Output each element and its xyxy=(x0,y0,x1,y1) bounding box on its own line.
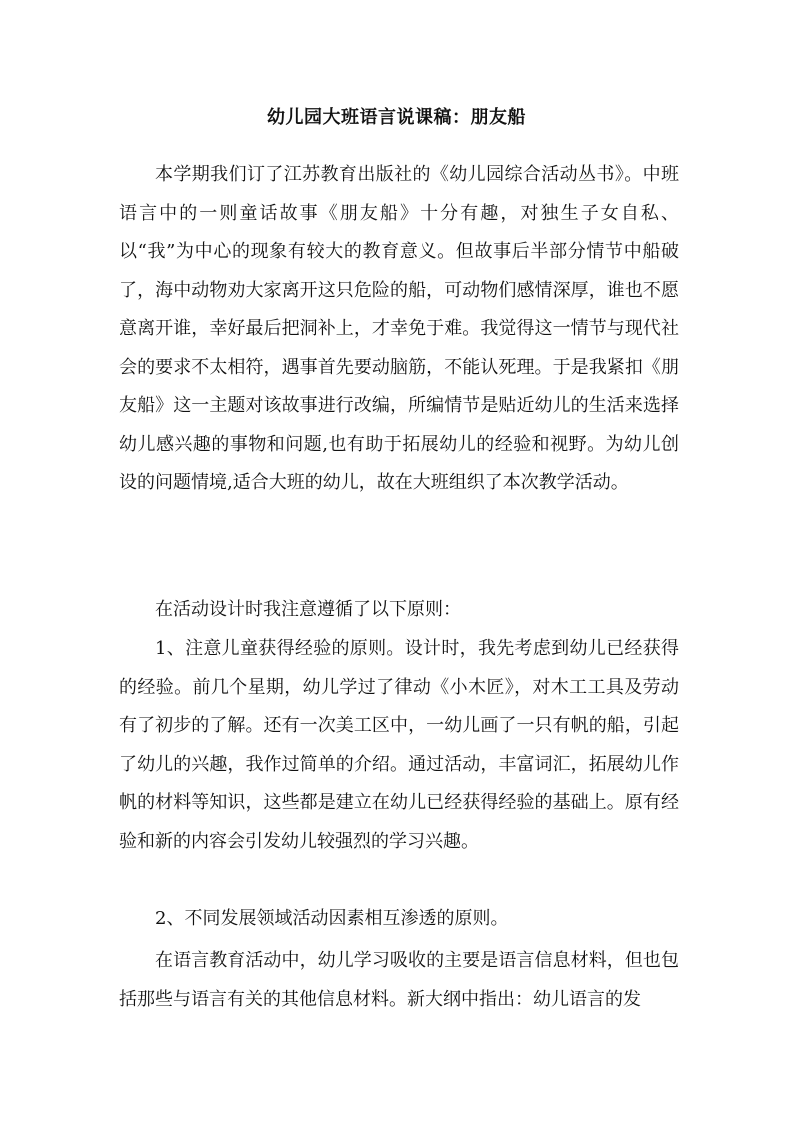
paragraph-principle-2-body xyxy=(119,942,679,1019)
paragraph-text: 在活动设计时我注意遵循了以下原则： xyxy=(155,599,461,620)
paragraph-principle-2-heading xyxy=(119,900,679,939)
paragraph-principles-intro xyxy=(119,591,679,630)
paragraph-intro xyxy=(119,156,679,503)
paragraph-text: 本学期我们订了江苏教育出版社的《幼儿园综合活动丛书》。中班语言中的一则童话故事《朋友船》十分有趣，对独生子女自私、以“我”为中心的现象有较大的教育意义。但故事后半部分情节中船破了，海中动物劝大家离开这只危险的船，可动物们感情深厚，谁也不愿意离开谁，幸好最后把洞补上，才幸免于难。我觉得这一情节与现代社会的要求不太相符，遇事首先要动脑筋，不能认死理。于是我紧扣《朋友船》这一主题对该故事进行改编，所编情节是贴近幼儿的生活来选择幼儿感兴趣的事物和问题,也有助于拓展幼儿的经验和视野。为幼儿创设的问题情境,适合大班的幼儿，故在大班组织了本次教学活动。 xyxy=(119,164,679,493)
paragraph-principle-1 xyxy=(119,630,679,861)
paragraph-text: 在语言教育活动中，幼儿学习吸收的主要是语言信息材料，但也包括那些与语言有关的其他信息材料。新大纲中指出：幼儿语言的发 xyxy=(119,950,679,1010)
document-title: 幼儿园大班语言说课稿：朋友船 xyxy=(267,107,526,128)
paragraph-text: 1、注意儿童获得经验的原则。设计时，我先考虑到幼儿已经获得的经验。前几个星期，幼儿学过了律动《小木匠》，对木工工具及劳动有了初步的了解。还有一次美工区中，一幼儿画了一只有帆的船，引起了幼儿的兴趣，我作过简单的介绍。通过活动，丰富词汇，拓展幼儿作帆的材料等知识，这些都是建立在幼儿已经获得经验的基础上。原有经验和新的内容会引发幼儿较强烈的学习兴趣。 xyxy=(119,638,679,852)
paragraph-text: 2、不同发展领域活动因素相互渗透的原则。 xyxy=(155,908,509,929)
